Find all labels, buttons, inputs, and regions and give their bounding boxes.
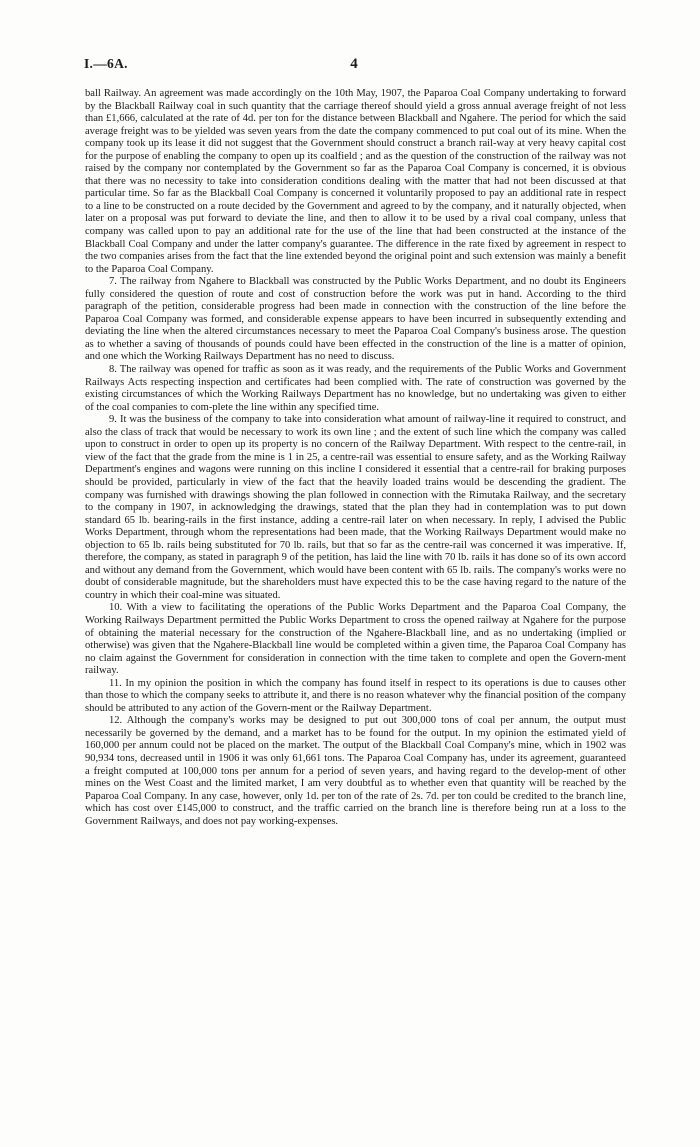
document-reference: I.—6A. xyxy=(84,56,128,71)
paragraph-11: 11. In my opinion the position in which the company has found itself in respect to its operations is due to causes other than those to which the company seeks to attribute it, and there is no reason whatever why the financial position of the company should be attributed to any action of the Govern-ment or the Railway Department. xyxy=(85,677,626,714)
paragraph-8: 8. The railway was opened for traffic as soon as it was ready, and the requirements of the Public Works and Government Railways Acts respecting inspection and certificates had been complied with. The rate of construction was governed by the existing circumstances of which the Working Railways Department has no knowledge, but no undertaking was given to either of the coal companies to com-plete the line within any specified time. xyxy=(85,364,626,413)
paragraph-continuation: ball Railway. An agreement was made accordingly on the 10th May, 1907, the Paparoa Coal Company undertaking to forward by the Blackball Railway coal in such quantity that the carriage thereof should yield a gross annual average freight of not less than £1,666, calculated at the rate of 4d. per ton for the distance between Blackball and Ngahere. The period for which the said average freight was to be yielded was seven years from the date the company commenced to put coal out of its mine. When the company took up its lease it did not suggest that the Government should construct a branch rail-way at very heavy capital cost for the purpose of enabling the company to open up its coalfield ; and as the question of the construction of the railway was not raised by the company nor contemplated by the Government so far as the Paparoa Coal Company is concerned, it is obvious that there was no necessity to take into consideration conditions dealing with the matter that had not been discussed at that particular time. So far as the Blackball Coal Company is concerned it voluntarily proposed to pay an additional rate in respect to a line to be constructed on a route decided by the Government and agreed to by the company, and it naturally objected, when later on a proposal was put forward to deviate the line, and then to allow it to be used by a rival coal company, unless that company was called upon to pay an additional rate for the use of the line that had been constructed at the instance of the Blackball Coal Company and under the latter company's guarantee. The difference in the rate fixed by agreement in respect to the two companies arises from the fact that the line extended beyond the original point and such extension was mainly a benefit to the Paparoa Coal Company. xyxy=(85,88,626,275)
page-number: 4 xyxy=(350,56,358,72)
paragraph-7: 7. The railway from Ngahere to Blackball was constructed by the Public Works Department, and no doubt its Engineers fully considered the question of route and cost of construction before the work was put in hand. According to the third paragraph of the petition, considerable progress had been made in connection with the construction of the line before the Paparoa Coal Company was formed, and considerable expense appears to have been incurred in subsequently extending and deviating the line when the altered circumstances necessary to meet the Paparoa Coal Company's business arose. The question as to whether a saving of thousands of pounds could have been effected in the construction of the line is a matter of opinion, and one which the Working Railways Department has no need to discuss. xyxy=(85,276,626,363)
document-body xyxy=(85,88,626,828)
paragraph-10: 10. With a view to facilitating the operations of the Public Works Department and the Paparoa Coal Company, the Working Railways Department permitted the Public Works Department to cross the opened railway at Ngahere for the purpose of obtaining the material necessary for the construction of the Ngahere-Blackball line, and as no undertaking (implied or otherwise) was given that the Ngahere-Blackball line would be completed within a given time, the Paparoa Coal Company has no claim against the Government for consideration in connection with the time taken to complete and open the Govern-ment railway. xyxy=(85,602,626,677)
paragraph-9: 9. It was the business of the company to take into consideration what amount of railway-line it required to construct, and also the class of track that would be necessary to work its own line ; and the extent of such line which the company was called upon to construct in order to open up its property is no concern of the Railway Department. With respect to the centre-rail, in view of the fact that the grade from the mine is 1 in 25, a centre-rail was essential to ensure safety, and as the Working Railway Department's engines and wagons were running on this incline I considered it essential that a centre-rail for braking purposes should be provided, particularly in view of the fact that the heavily loaded trains would be descending the gradient. The company was furnished with drawings showing the plan followed in connection with the Rimutaka Railway, and the secretary to the company in 1907, in acknowledging the drawings, stated that the plan they had in contemplation was to put down standard 65 lb. bearing-rails in the first instance, adding a centre-rail later on when necessary. In reply, I advised the Public Works Department, through whom the representations had been made, that the Working Railways Department would make no objection to 65 lb. rails being substituted for 70 lb. rails, but that so far as the centre-rail was concerned it was imperative. If, therefore, the company, as stated in paragraph 9 of the petition, has laid the line with 70 lb. rails it has done so of its own accord and without any demand from the Government, which would have been content with 65 lb. rails. The company's works were no doubt of considerable magnitude, but the shareholders must have expected this to be the case having regard to the nature of the country in which their coal-mine was situated. xyxy=(85,414,626,601)
page-header xyxy=(84,56,624,80)
paragraph-12: 12. Although the company's works may be designed to put out 300,000 tons of coal per annum, the output must necessarily be governed by the demand, and a market has to be found for the output. In my opinion the estimated yield of 160,000 per annum could not be placed on the market. The output of the Blackball Coal Company's mine, which in 1902 was 90,934 tons, decreased until in 1906 it was only 61,661 tons. The Paparoa Coal Company has, under its agreement, guaranteed a freight computed at 100,000 tons per annum for a period of seven years, and having regard to the develop-ment of other mines on the West Coast and the limited market, I am very doubtful as to whether even that quantity will be reached by the Paparoa Coal Company. In any case, however, only 1d. per ton of the rate of 2s. 7d. per ton could be credited to the branch line, which has cost over £145,000 to construct, and the traffic carried on the branch line is therefore being run at a loss to the Government Railways, and does not pay working-expenses. xyxy=(85,715,626,827)
